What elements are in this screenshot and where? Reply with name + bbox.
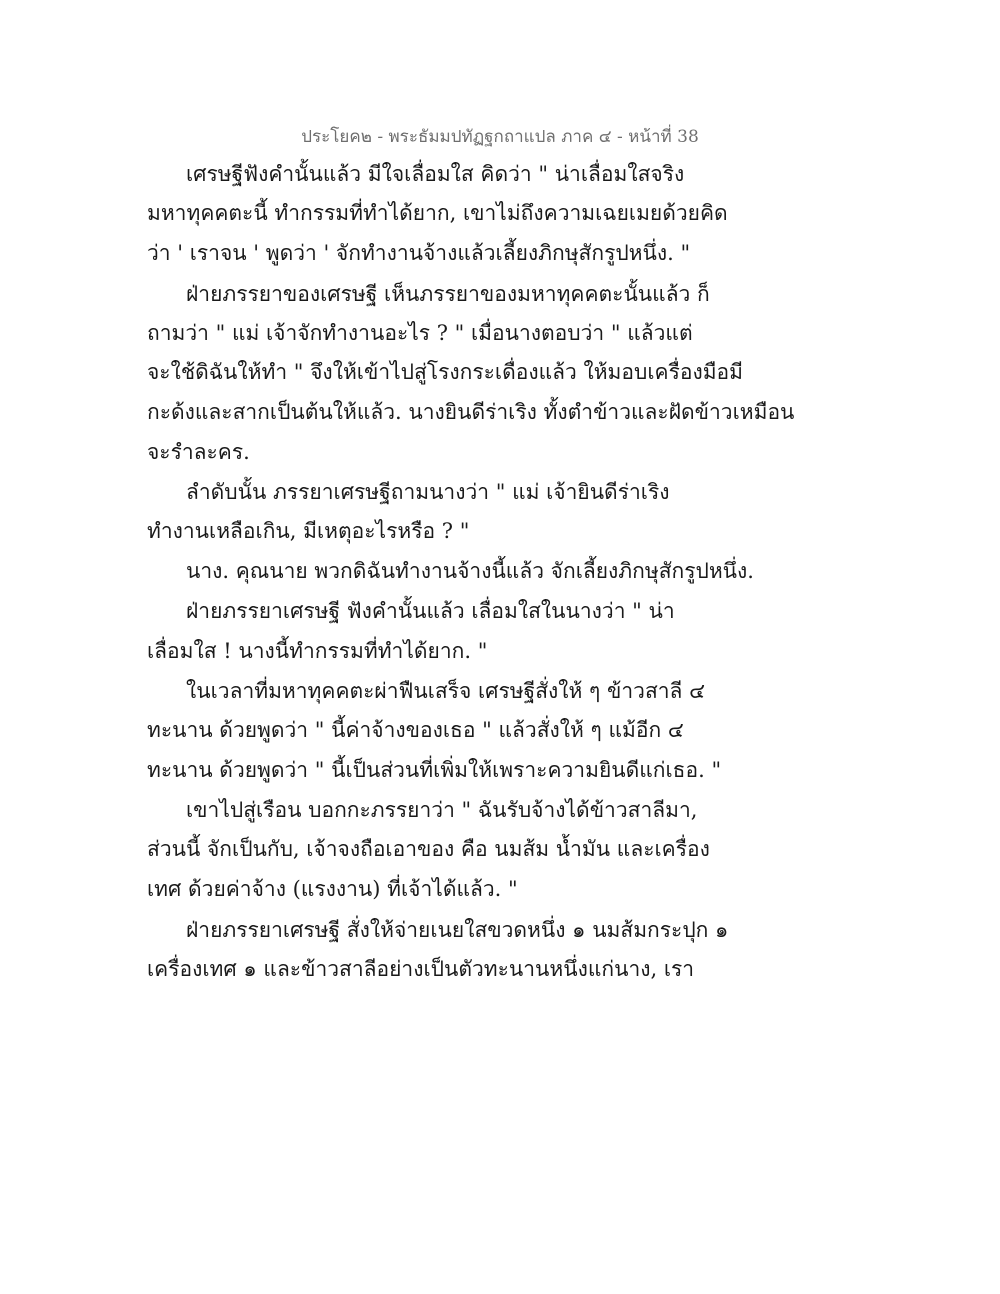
text-line: เศรษฐีฟังคำนั้นแล้ว มีใจเลื่อมใส คิดว่า " น่าเลื่อมใสจริง bbox=[186, 162, 685, 186]
page-header: ประโยค๒ - พระธัมมปทัฏฐกถาแปล ภาค ๔ - หน้าที่ 38 bbox=[301, 127, 699, 147]
text-line: ลำดับนั้น ภรรยาเศรษฐีถามนางว่า " แม่ เจ้ายินดีร่าเริง bbox=[186, 480, 670, 504]
text-line: ทะนาน ด้วยพูดว่า " นี้ค่าจ้างของเธอ " แล้วสั่งให้ ๆ แม้อีก ๔ bbox=[147, 718, 684, 742]
text-line: ฝ่ายภรรยาเศรษฐี สั่งให้จ่ายเนยใสขวดหนึ่ง ๑ นมส้มกระปุก ๑ bbox=[186, 918, 729, 942]
text-line: จะใช้ดิฉันให้ทำ " จึงให้เข้าไปสู่โรงกระเดื่องแล้ว ให้มอบเครื่องมือมี bbox=[147, 360, 744, 384]
text-line: จะรำละคร. bbox=[147, 440, 250, 464]
text-line: ฝ่ายภรรยาของเศรษฐี เห็นภรรยาของมหาทุคคตะนั้นแล้ว ก็ bbox=[186, 282, 710, 306]
text-line: มหาทุคคตะนี้ ทำกรรมที่ทำได้ยาก, เขาไม่ถึงความเฉยเมยด้วยคิด bbox=[147, 201, 728, 225]
text-line: ถามว่า " แม่ เจ้าจักทำงานอะไร ? " เมื่อนางตอบว่า " แล้วแต่ bbox=[147, 321, 693, 345]
text-line: นาง. คุณนาย พวกดิฉันทำงานจ้างนี้แล้ว จักเลี้ยงภิกษุสักรูปหนึ่ง. bbox=[186, 559, 754, 583]
text-line: กะด้งและสากเป็นต้นให้แล้ว. นางยินดีร่าเริง ทั้งตำข้าวและฝัดข้าวเหมือน bbox=[147, 400, 795, 424]
text-line: ฝ่ายภรรยาเศรษฐี ฟังคำนั้นแล้ว เลื่อมใสในนางว่า " น่า bbox=[186, 599, 675, 623]
text-line: ส่วนนี้ จักเป็นกับ, เจ้าจงถือเอาของ คือ นมส้ม น้ำมัน และเครื่อง bbox=[147, 837, 710, 861]
text-line: เขาไปสู่เรือน บอกกะภรรยาว่า " ฉันรับจ้างได้ข้าวสาลีมา, bbox=[186, 798, 698, 822]
text-line: ว่า ' เราจน ' พูดว่า ' จักทำงานจ้างแล้วเลี้ยงภิกษุสักรูปหนึ่ง. " bbox=[147, 241, 691, 265]
text-line: ทะนาน ด้วยพูดว่า " นี้เป็นส่วนที่เพิ่มให้เพราะความยินดีแก่เธอ. " bbox=[147, 758, 722, 782]
text-line: เครื่องเทศ ๑ และข้าวสาลีอย่างเป็นตัวทะนานหนึ่งแก่นาง, เรา bbox=[147, 957, 695, 981]
text-line: เทศ ด้วยค่าจ้าง (แรงงาน) ที่เจ้าได้แล้ว. " bbox=[147, 877, 518, 901]
text-line: ในเวลาที่มหาทุคคตะผ่าฟืนเสร็จ เศรษฐีสั่งให้ ๆ ข้าวสาลี ๔ bbox=[186, 679, 705, 703]
text-line: ทำงานเหลือเกิน, มีเหตุอะไรหรือ ? " bbox=[147, 519, 470, 543]
text-line: เลื่อมใส ! นางนี้ทำกรรมที่ทำได้ยาก. " bbox=[147, 639, 488, 663]
